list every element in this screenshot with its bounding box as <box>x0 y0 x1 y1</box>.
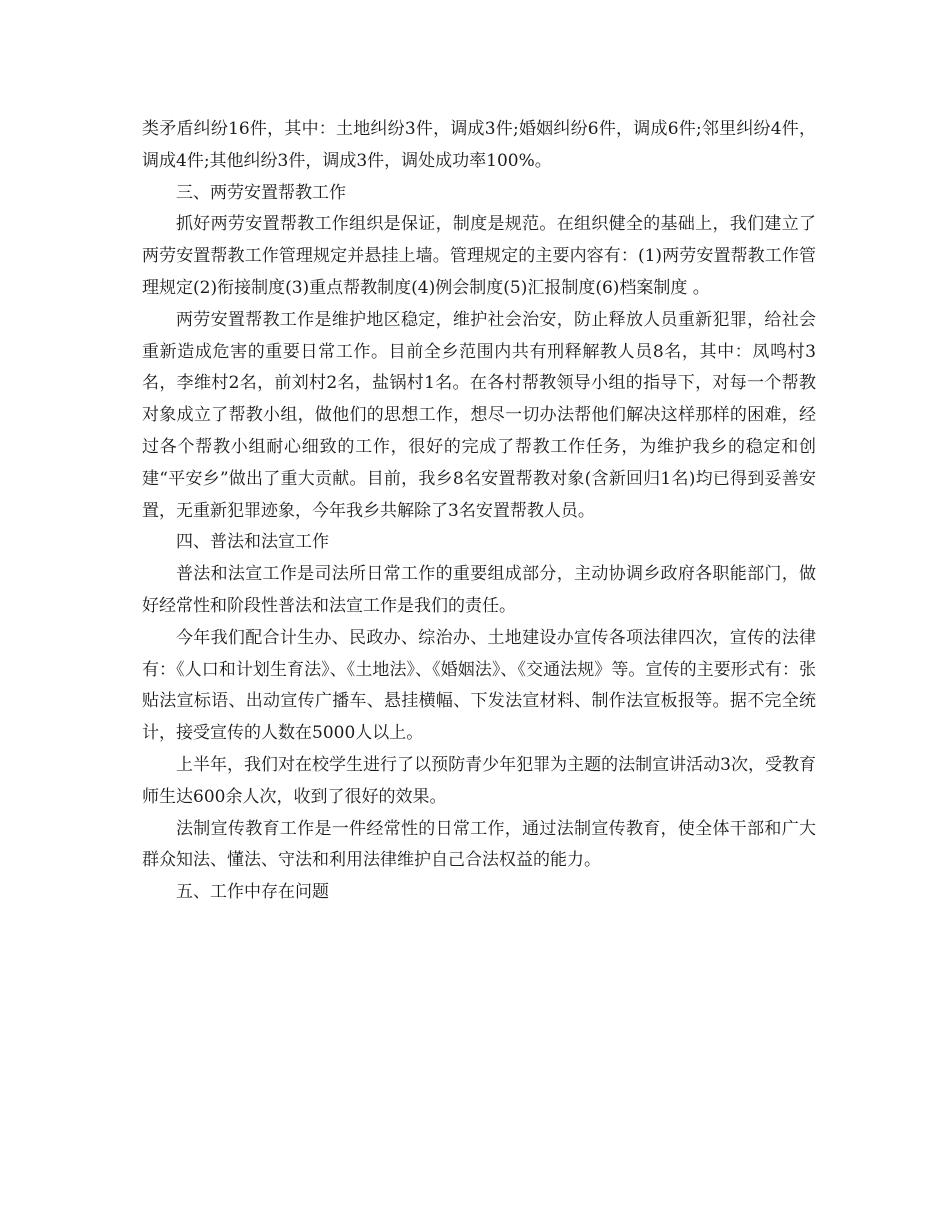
paragraph-school-lectures: 上半年，我们对在校学生进行了以预防青少年犯罪为主题的法制宣讲活动3次，受教育师生达600余人次，收到了很好的效果。 <box>142 754 816 807</box>
paragraph-resettlement-work: 两劳安置帮教工作是维护地区稳定，维护社会治安，防止释放人员重新犯罪，给社会重新造成危害的重要日常工作。目前全乡范围内共有刑释解教人员8名，其中：凤鸣村3名，李维村2名，前刘村2名，盐锅村1名。在各村帮教领导小组的指导下，对每一个帮教对象成立了帮教小组，做他们的思想工作，想尽一切办法帮他们解决这样那样的困难，经过各个帮教小组耐心细致的工作，很好的完成了帮教工作任务，为维护我乡的稳定和创建“平安乡”做出了重大贡献。目前，我乡8名安置帮教对象(含新回归1名)均已得到妥善安置，无重新犯罪迹象，今年我乡共解除了3名安置帮教人员。 <box>142 309 816 521</box>
section-heading-legal-education: 四、普法和法宣工作 <box>176 532 329 553</box>
paragraph-resettlement-rules: 抓好两劳安置帮教工作组织是保证，制度是规范。在组织健全的基础上，我们建立了两劳安置帮教工作管理规定并悬挂上墙。管理规定的主要内容有：(1)两劳安置帮教工作管理规定(2)衔接制度(3)重点帮教制度(4)例会制度(5)汇报制度(6)档案制度 。 <box>142 214 816 298</box>
section-heading-problems: 五、工作中存在问题 <box>176 882 329 903</box>
paragraph-legal-campaigns: 今年我们配合计生办、民政办、综治办、土地建设办宣传各项法律四次，宣传的法律有：《人口和计划生育法》、《土地法》、《婚姻法》、《交通法规》等。宣传的主要形式有：张贴法宣标语、出动宣传广播车、悬挂横幅、下发法宣材料、制作法宣板报等。据不完全统计，接受宣传的人数在5000人以上。 <box>142 627 816 744</box>
paragraph-legal-education-summary: 法制宣传教育工作是一件经常性的日常工作，通过法制宣传教育，使全体干部和广大群众知法、懂法、守法和利用法律维护自己合法权益的能力。 <box>142 818 816 871</box>
paragraph-continuation: 类矛盾纠纷16件，其中：土地纠纷3件，调成3件;婚姻纠纷6件，调成6件;邻里纠纷4件，调成4件;其他纠纷3件，调成3件，调处成功率100%。 <box>142 119 816 171</box>
paragraph-legal-education-intro: 普法和法宣工作是司法所日常工作的重要组成部分，主动协调乡政府各职能部门，做好经常性和阶段性普法和法宣工作是我们的责任。 <box>142 564 816 616</box>
document-body <box>142 114 816 909</box>
section-heading-resettlement: 三、两劳安置帮教工作 <box>176 182 346 203</box>
